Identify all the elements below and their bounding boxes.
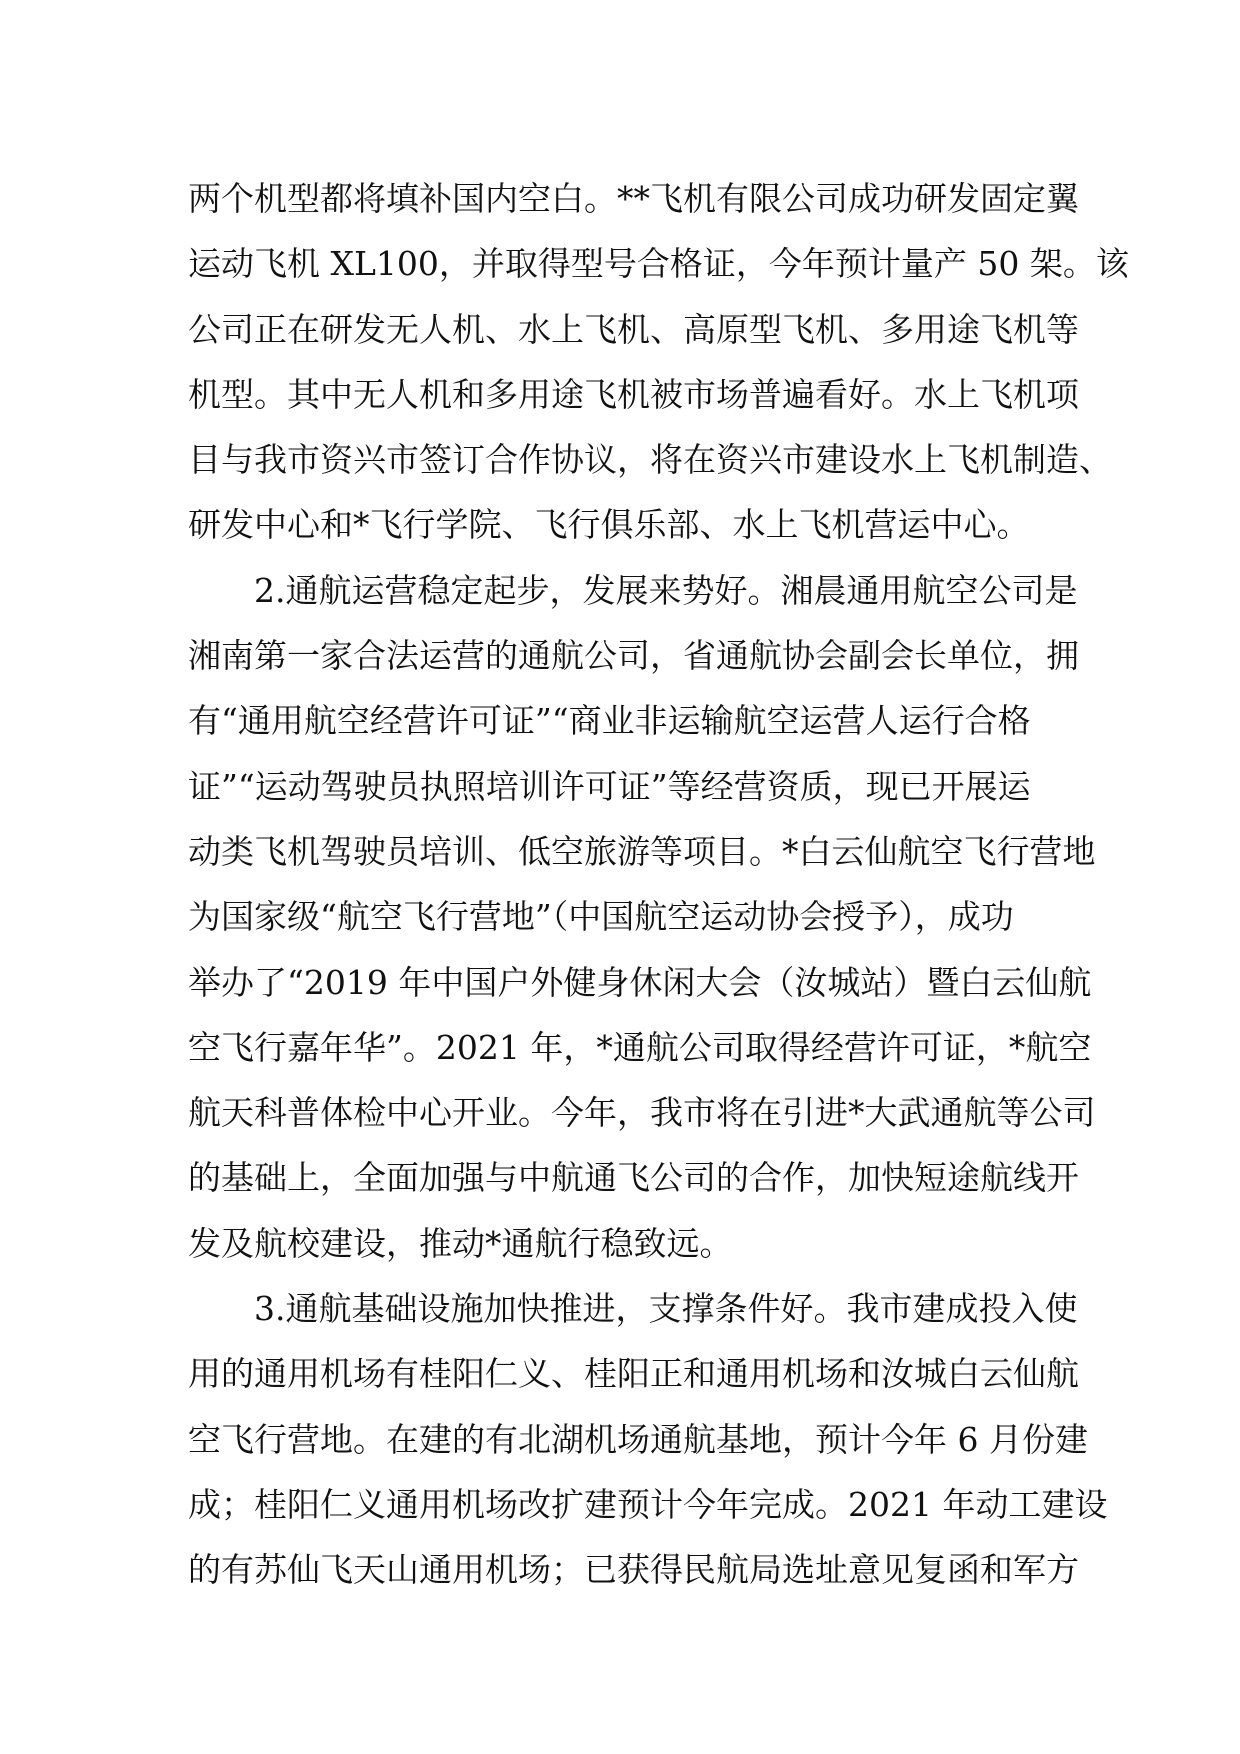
- text-line: 机型。其中无人机和多用途飞机被市场普遍看好。水上飞机项: [188, 374, 1079, 414]
- text-line: 举办了“2019 年中国户外健身休闲大会（汝城站）暨白云仙航: [188, 962, 1092, 1002]
- text-line: 空飞行嘉年华”。2021 年，*通航公司取得经营许可证，*航空: [188, 1027, 1092, 1067]
- text-line: 目与我市资兴市签订合作协议，将在资兴市建设水上飞机制造、: [188, 440, 1112, 480]
- text-line: 动类飞机驾驶员培训、低空旅游等项目。*白云仙航空飞行营地: [188, 831, 1096, 871]
- text-line: 公司正在研发无人机、水上飞机、高原型飞机、多用途飞机等: [188, 309, 1079, 349]
- text-line: 成；桂阳仁义通用机场改扩建预计今年完成。2021 年动工建设: [188, 1484, 1108, 1524]
- text-line: 湘南第一家合法运营的通航公司，省通航协会副会长单位，拥: [188, 636, 1079, 676]
- body-text: [188, 166, 1129, 1603]
- text-line: 航天科普体检中心开业。今年，我市将在引进*大武通航等公司: [188, 1093, 1096, 1133]
- text-line: 有“通用航空经营许可证”“商业非运输航空运营人运行合格: [188, 701, 1031, 741]
- paragraph-start-line: 2.通航运营稳定起步，发展来势好。湘晨通用航空公司是: [254, 570, 1078, 610]
- text-line: 空飞行营地。在建的有北湖机场通航基地，预计今年 6 月份建: [188, 1419, 1088, 1459]
- text-line: 研发中心和*飞行学院、飞行俱乐部、水上飞机营运中心。: [188, 505, 1030, 545]
- text-line: 两个机型都将填补国内空白。**飞机有限公司成功研发固定翼: [188, 179, 1079, 218]
- text-line: 为国家级“航空飞行营地”（中国航空运动协会授予），成功: [188, 897, 1014, 937]
- text-line: 发及航校建设，推动*通航行稳致远。: [188, 1223, 733, 1263]
- text-line: 用的通用机场有桂阳仁义、桂阳正和通用机场和汝城白云仙航: [188, 1354, 1079, 1394]
- text-line: 运动飞机 XL100，并取得型号合格证，今年预计量产 50 架。该: [188, 244, 1129, 284]
- text-line: 证”“运动驾驶员执照培训许可证”等经营资质，现已开展运: [188, 766, 1031, 806]
- paragraph-start-line: 3.通航基础设施加快推进，支撑条件好。我市建成投入使: [254, 1289, 1078, 1329]
- text-line: 的基础上，全面加强与中航通飞公司的合作，加快短途航线开: [188, 1158, 1079, 1198]
- text-line: 的有苏仙飞天山通用机场；已获得民航局选址意见复函和军方: [188, 1550, 1079, 1590]
